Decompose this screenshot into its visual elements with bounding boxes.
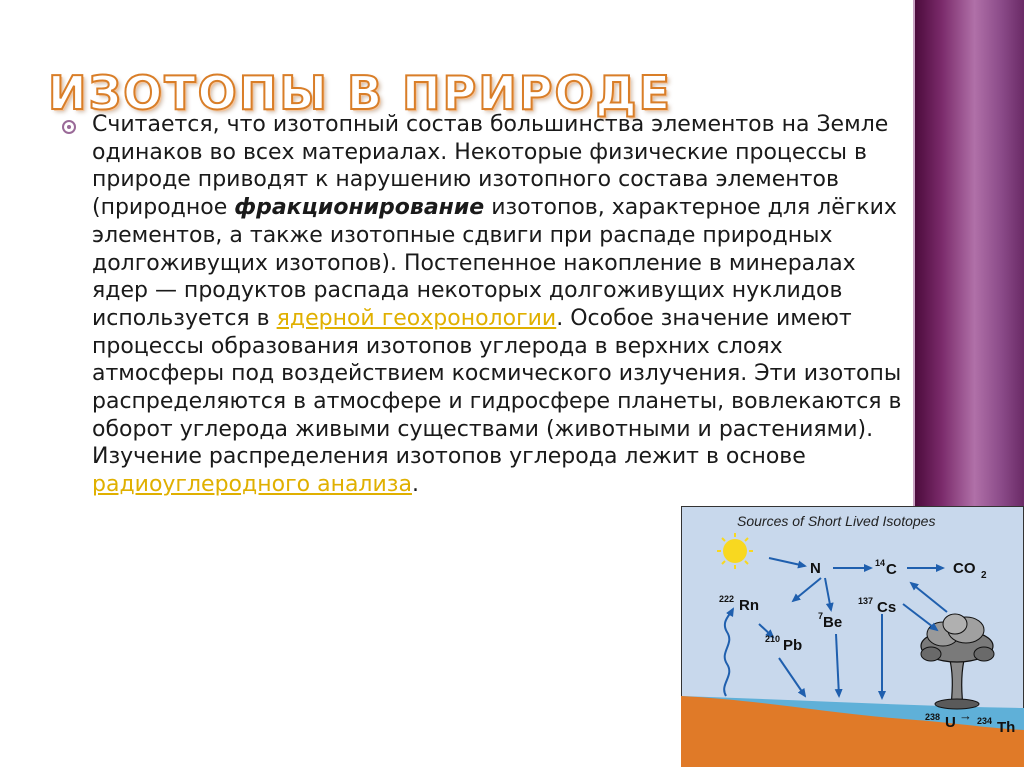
- label-cs-mass: 137: [858, 596, 874, 606]
- label-be-symbol: Be: [823, 614, 843, 631]
- link-radiocarbon-analysis[interactable]: радиоуглеродного анализа: [92, 472, 412, 498]
- label-u-symbol: U: [945, 714, 956, 731]
- paragraph-text-2: изотопов, характерное для лёгких элементов, а также изотопные сдвиги при распаде природных долгоживущих изотопов). Постепенное накопление в минералах ядер — продуктов распада некоторых долгоживущих нуклидов используется в: [92, 195, 897, 331]
- label-c14-symbol: C: [886, 561, 897, 578]
- link-nuclear-geochronology[interactable]: ядерной геохронологии: [276, 305, 557, 331]
- label-th-mass: 234: [977, 716, 993, 726]
- isotope-diagram: [681, 506, 1024, 767]
- label-pb-symbol: Pb: [783, 637, 803, 654]
- label-u-mass: 238: [925, 712, 941, 722]
- paragraph-text-1: Считается, что изотопный состав большинства элементов на Земле одинаков во всех материалах. Некоторые физические процессы в природе приводят к нарушению изотопного состава элементов (природное: [92, 112, 889, 221]
- isotope-sources-figure: [681, 506, 1024, 767]
- label-u-to-th-arrow: →: [959, 708, 972, 723]
- bullet-icon: [62, 120, 76, 134]
- label-rn-mass: 222: [719, 594, 735, 604]
- label-n: N: [810, 560, 821, 577]
- emphasis-term: фракционирование: [234, 195, 485, 221]
- label-co2: CO: [953, 560, 976, 577]
- body-paragraph: [92, 111, 914, 499]
- label-pb-mass: 210: [765, 634, 781, 644]
- label-cs-symbol: Cs: [877, 599, 897, 616]
- slide-title: ИЗОТОПЫ В ПРИРОДЕ: [48, 66, 672, 120]
- figure-title: Sources of Short Lived Isotopes: [737, 513, 936, 529]
- label-th-symbol: Th: [997, 719, 1016, 736]
- paragraph-text-3: . Особое значение имеют процессы образования изотопов углерода в верхних слоях атмосферы под воздействием космического излучения. Эти изотопы распределяются в атмосфере и гидросфере планеты, вовлекаются в оборот углерода живыми существами (животными и растениями). Изучение распределения изотопов углерода лежит в основе: [92, 305, 902, 470]
- label-c14-mass: 14: [875, 558, 886, 568]
- label-rn-symbol: Rn: [739, 597, 759, 614]
- label-be-mass: 7: [818, 611, 824, 621]
- label-co2-subscript: 2: [981, 570, 987, 581]
- paragraph-text-4: .: [411, 472, 419, 498]
